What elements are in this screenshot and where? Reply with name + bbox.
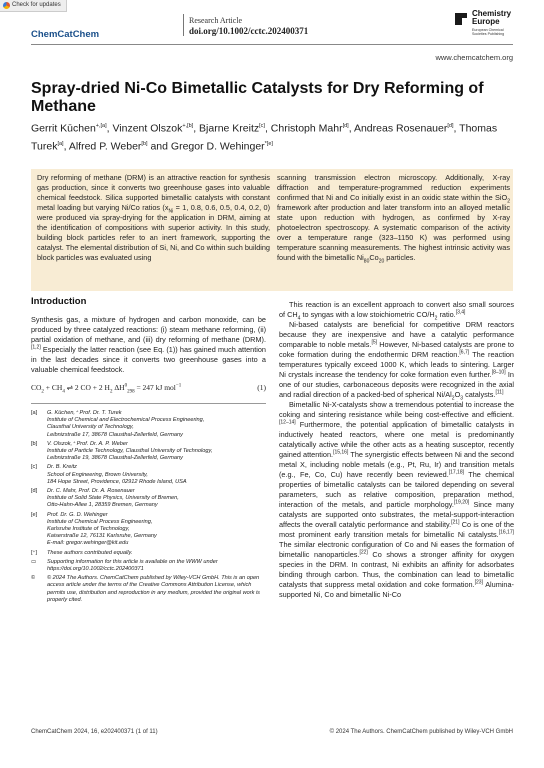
author-name: Gerrit Kūchen <box>31 122 96 135</box>
author-name: Christoph Mahr <box>270 122 343 135</box>
author-affiliation-mark: [d] <box>447 123 454 129</box>
publisher-line1: Chemistry <box>472 9 512 18</box>
affiliation-line: Leibnizstraße 17, 38678 Clausthal-Zellerfeld, Germany <box>47 431 183 438</box>
author-name: Gregor D. Wehinger <box>170 140 265 152</box>
affiliation-text <box>47 575 266 604</box>
author-affiliation-mark: +,[b] <box>182 123 194 129</box>
intro-paragraph: Synthesis gas, a mixture of hydrogen and carbon monoxide, can be produced by three catalyzed reactions: (i) steam methane reforming, (ii) partial oxidation of methane, and (iii) dry reforming of methane (DRM).[1,2] Especially the latter reaction (see Eq. (1)) has gained much attention in the last decades since it converts two greenhouse gases into a valuable chemical feedstock. <box>31 315 266 374</box>
affiliation-line: Dr. B. Kreitz <box>47 464 77 471</box>
affiliation-entry <box>31 464 266 486</box>
affiliation-line: Prof. Dr. G. D. Wehinger <box>47 511 108 518</box>
author-name: Thomas Turek <box>31 122 498 152</box>
author-affiliation-mark: [d] <box>342 123 349 129</box>
footer-citation: ChemCatChem 2024, 16, e202400371 (1 of 11) <box>31 729 158 735</box>
affiliation-line: Institute of Chemical Process Engineering, <box>47 518 153 525</box>
abstract-right-column: scanning transmission electron microscopy. Additionally, X-ray diffraction and temperature-programmed reduction experiments confirmed that Ni and Co initially exist in an oxidic state within the SiO$_2$ framework after production and later transform into an alloyed metallic state upon reduction with hydrogen, as confirmed by X-ray photoelectron spectroscopy. A systematic comparison of the activity over a temperature range (323–1150 K) was performed using temperature scanning measurements. The highest intrinsic activity was found with the bimetallic $Ni_{80}Co_{20}$ particles. <box>277 173 510 265</box>
chemistry-europe-logo-icon <box>454 12 468 26</box>
publisher-sub2: Societies Publishing <box>472 32 505 36</box>
affiliations-list <box>31 410 266 604</box>
left-column <box>31 297 266 606</box>
affiliation-text <box>47 410 266 439</box>
equation-1 <box>31 383 266 393</box>
equation-text: $CO_2 + CH_4$ ⇌ 2 CO + 2 $H_2$ $\Delta H^0_{298} = 247$ kJ mol$^{-1}$ <box>31 383 182 395</box>
affiliation-text <box>47 512 266 548</box>
author-affiliation-mark: +,[a] <box>95 123 107 129</box>
header-rule <box>31 44 513 45</box>
affiliation-line: Institute of Solid State Physics, University of Bremen, <box>47 495 179 502</box>
article-title: Spray-dried Ni-Co Bimetallic Catalysts for Dry Reforming of Methane <box>31 80 484 115</box>
right-column <box>279 300 514 600</box>
affiliation-line: Dr. C. Mahr, Prof. Dr. A. Rosenauer <box>47 488 135 495</box>
affiliations-rule <box>31 403 266 404</box>
affiliation-line: V. Olszok,⁺ Prof. Dr. A. P. Weber <box>47 440 128 447</box>
affiliation-line: Clausthal University of Technology, <box>47 424 134 431</box>
header-divider <box>183 14 184 36</box>
affiliation-line: Institute of Chemical and Electrochemical Process Engineering, <box>47 417 205 424</box>
article-type: Research Article <box>189 16 243 25</box>
affiliation-key: ▭ <box>31 558 37 565</box>
affiliation-entry <box>31 410 266 439</box>
author-list: Gerrit Kūchen$^{+,[a]}$, Vinzent Olszok$^{+,[b]}$, Bjarne Kreitz[c], Christoph Mahr[d], Andreas Rosenauer[d], Thomas Turek[a], Alfred P. Weber[b] and Gregor D. Wehinger$^{*[e]}$ <box>31 122 498 152</box>
affiliation-text <box>47 441 266 463</box>
author-affiliation-mark: [c] <box>259 123 265 129</box>
affiliation-entry <box>31 550 266 557</box>
publisher-line2: Europe <box>472 17 500 26</box>
affiliation-key: [e] <box>31 511 38 518</box>
affiliation-line: Institute of Particle Technology, Clausthal University of Technology, <box>47 448 213 455</box>
check-for-updates-badge[interactable] <box>0 0 67 12</box>
affiliation-key: © <box>31 575 36 582</box>
check-for-updates-label: Check for updates <box>12 2 61 8</box>
author-name: Andreas Rosenauer <box>353 122 448 135</box>
footer-copyright: © 2024 The Authors. ChemCatChem published by Wiley-VCH GmbH <box>329 729 513 735</box>
abstract-left-column: Dry reforming of methane (DRM) is an attractive reaction for synthesis gas production, since it converts two greenhouse gases into valuable chemical feedstock. Silica supported bimetallic catalysts with constant metal loading but varying Ni/Co ratios ($x_{Ni} = 1$, 0.8, 0.6, 0.5, 0.4, 0.2, 0) were produced via spray-drying for the application in DRM, aiming at the identification of compositions with superior activity. In this study, building block particles refer to an inert framework, supporting the catalyst. The elemental distribution of Si, Ni, and Co within such building block particles was evaluated using <box>37 173 270 262</box>
affiliation-entry <box>31 575 266 604</box>
affiliation-line: Kaiserstraße 12, 76131 Karlsruhe, Germany <box>47 533 157 540</box>
authors-and: and <box>150 140 171 152</box>
affiliation-text <box>47 488 266 510</box>
affiliation-line: 184 Hope Street, Providence, 02912 Rhode Island, USA <box>47 478 187 485</box>
doi-link[interactable]: doi.org/10.1002/cctc.202400371 <box>189 26 309 36</box>
crossmark-icon <box>3 2 10 9</box>
affiliation-entry <box>31 441 266 463</box>
abstract-box <box>31 169 513 291</box>
affiliation-line: Karlsruhe Institute of Technology, <box>47 526 130 533</box>
affiliation-line: Supporting information for this article is available on the WWW under https://doi.org/10.1002/cctc.202400371 <box>47 558 218 573</box>
introduction-heading: Introduction <box>31 296 87 307</box>
affiliation-line: These authors contributed equally. <box>47 549 133 556</box>
affiliation-key: [⁺] <box>31 549 38 556</box>
author-name: Bjarne Kreitz <box>199 122 260 135</box>
publisher-logo <box>454 10 534 42</box>
affiliation-entry <box>31 559 266 573</box>
journal-website-link[interactable]: www.chemcatchem.org <box>435 53 513 62</box>
affiliation-key: [a] <box>31 410 38 416</box>
publisher-sub1: European Chemical <box>472 28 504 32</box>
affiliation-line: Otto-Hahn-Allee 1, 28359 Bremen, Germany <box>47 502 158 509</box>
affiliation-line: E-mail: gregor.wehinger@kit.edu <box>47 540 129 547</box>
affiliation-line: G. Küchen,⁺ Prof. Dr. T. Turek <box>47 410 122 416</box>
affiliation-key: [d] <box>31 488 38 495</box>
affiliation-text <box>47 559 266 573</box>
author-affiliation-mark: *[e] <box>264 140 273 147</box>
body-paragraph-3: Bimetallic Ni-X-catalysts show a tremendous potential to increase the coking and sintering resistance while being cost-effective and efficient.[12–14] Furthermore, the potential application of bimetallic catalysts in inductively heated reactors, where one metal is predominantly catalytically active while the other acts as a heating susceptor, recently gained attention.[15,16] The synergistic effects between Ni and the second metal X, including noble metals (e.g., Pt, Ru, Ir) and transition metals (e.g., Fe, Co, Cu) have recently been reviewed.[17,18] The chemical properties of bimetallic catalysts can be tailored depending on several parameters, such as relative composition, preparation method, interaction of the metals, and particle morphology.[19,20] Since many catalysts are supported onto substrates, the metal-support-interaction affects the overall catalytic performance and stability.[21] Co is one of the most prominent early transition metals for bimetallic Ni catalysts.[16,17] The similar electronic configuration of Co and Ni eases the formation of bimetallic nanoparticles.[22] Co shows a stronger affinity for oxygen species in the DRM. In contrast, Ni exhibits an affinity for adsorbates binding through carbon. Thus, the combination can lead to bimetallic catalysts that suppress metal oxidation and coke formation.[23] Alumina-supported Ni, Co and bimetallic Ni-Co <box>279 400 515 599</box>
author-affiliation-mark: [a] <box>57 140 64 147</box>
affiliation-line: School of Engineering, Brown University, <box>47 471 148 478</box>
body-paragraph-2: Ni-based catalysts are beneficial for competitive DRM reactors because they are inexpensive and have a catalytic performance comparable to noble metals.[5] However, Ni-based catalysts are prone to coke formation during the endothermic DRM reaction.[6,7] The reaction temperatures typically exceed 1000 K, which leads to sintering. Larger Ni crystals increase the tendency for coke formation even further.[8–10] In one of our studies, carbonaceous deposits were recognized in the axial and radial direction of a packed-bed of spherical $Ni/Al_2O_3$ catalysts.[11] <box>279 320 514 402</box>
author-name: Vinzent Olszok <box>112 122 183 135</box>
affiliation-key: [b] <box>31 440 38 447</box>
affiliation-text <box>47 464 266 486</box>
author-affiliation-mark: [b] <box>141 140 148 147</box>
equation-number: (1) <box>257 383 266 392</box>
author-name: Alfred P. Weber <box>68 140 142 152</box>
affiliation-entry <box>31 512 266 548</box>
affiliation-line: © 2024 The Authors. ChemCatChem published by Wiley-VCH GmbH. This is an open access article under the terms of the Creative Commons Attribution License, which permits use, distribution and reproduction in any medium, provided the original work is properly cited. <box>47 575 260 603</box>
body-paragraph-1: This reaction is an excellent approach to convert also small sources of $CH_4$ to syngas with a low stoichiometric $CO/H_2$ ratio.[3,4] <box>279 300 514 322</box>
journal-name: ChemCatChem <box>31 29 100 40</box>
affiliation-entry <box>31 488 266 510</box>
affiliation-text <box>47 550 266 557</box>
affiliation-line: Leibnizstraße 19, 38678 Clausthal-Zellerfeld, Germany <box>47 455 183 462</box>
affiliation-key: [c] <box>31 464 37 471</box>
